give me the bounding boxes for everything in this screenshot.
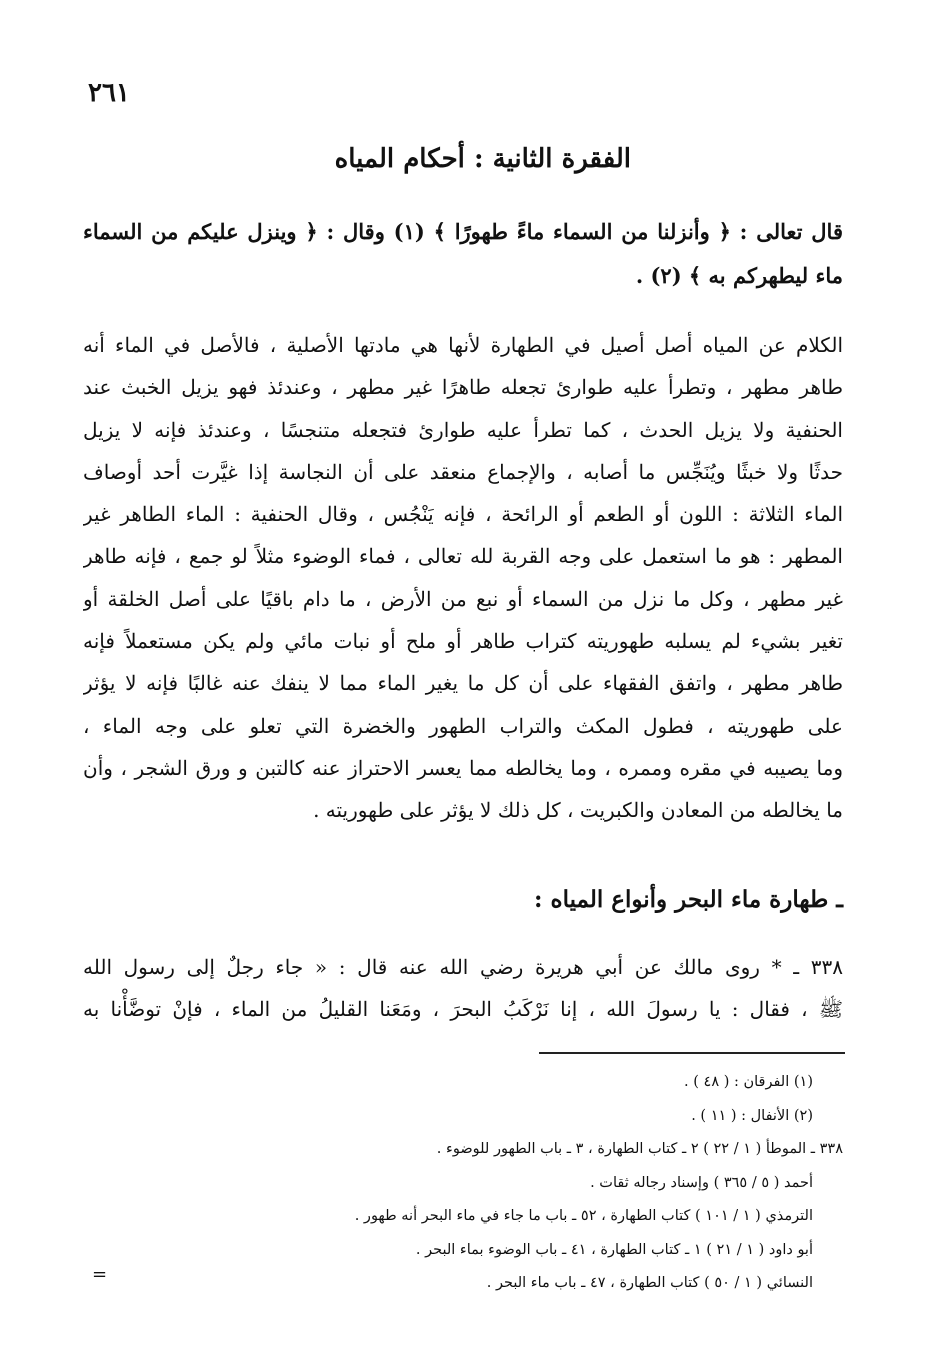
paragraph-line: غير مطهر ، وكل ما نزل من السماء أو نبع من الأرض ، ما دام باقيًا على أصل الخلقة أو: [83, 586, 843, 611]
main-paragraph: [83, 324, 843, 832]
paragraph-line: وما يصيبه في مقره وممره ، وما يخالطه مما يعسر الاحتراز عنه كالتبن و ورق الشجر ، وأن: [83, 755, 843, 780]
paragraph-line: تغير بشيء لم يسلبه طهوريته كتراب طاهر أو ملح أو نبات مائي ولم يكن مستعملاً فإنه: [83, 629, 843, 654]
footnote: (٢) الأنفال : ( ١١ ) .: [691, 1107, 813, 1124]
paragraph-line: على طهوريته ، فطول المكث والتراب الطهور والخضرة التي تعلو على وجه الماء ،: [83, 713, 843, 738]
hadith-paragraph: [83, 946, 843, 1031]
page-number: ٢٦١: [88, 78, 130, 108]
footnote: ٣٣٨ ـ الموطأ ( ١ / ٢٢ ) ٢ ـ كتاب الطهارة ، ٣ ـ باب الطهور للوضوء .: [436, 1141, 843, 1157]
hadith-line: ﷺ ، فقال : يا رسولَ الله ، إنا نَرْكَبُ البحرَ ، ومَعَنا القليلُ من الماء ، فإنْ توضَّأْنا به: [83, 997, 843, 1022]
paragraph-line: الماء الثلاثة : اللون أو الطعم أو الرائحة ، فإنه يَنْجُس ، وقال الحنفية : الماء الطاهر غير: [83, 502, 843, 527]
paragraph-line: طاهر مطهر ، وتطرأ عليه طوارئ تجعله طاهرًا غير مطهر ، وعندئذ فهو يزيل الخبث عند: [83, 375, 843, 400]
hadith-line: ٣٣٨ ـ * روى مالك عن أبي هريرة رضي الله عنه قال : « جاء رجلٌ إلى رسول الله: [83, 955, 843, 979]
continuation-mark: =: [92, 1264, 108, 1285]
footnote: النسائي ( ١ / ٥٠ ) كتاب الطهارة ، ٤٧ ـ باب ماء البحر .: [486, 1275, 813, 1291]
section-title: الفقرة الثانية : أحكام المياه: [334, 144, 631, 174]
quranic-verses: [83, 210, 843, 298]
verse-line: قال تعالى : ﴿ وأنزلنا من السماء ماءً طهورًا ﴾ (١) وقال : ﴿ وينزل عليكم من السماء: [83, 219, 843, 244]
paragraph-line: الحنفية ولا يزيل الحدث ، كما تطرأ عليه طوارئ فتجعله متنجسًا ، وعندئذ فإنه لا يزيل: [83, 417, 843, 442]
subheading: ـ طهارة ماء البحر وأنواع المياه :: [534, 886, 843, 913]
footnote: الترمذي ( ١ / ١٠١ ) كتاب الطهارة ، ٥٢ ـ باب ما جاء في ماء البحر أنه طهور .: [354, 1208, 813, 1224]
verse-line: ماء ليطهركم به ﴾ (٢) .: [635, 263, 843, 288]
footnote: (١) الفرقان : ( ٤٨ ) .: [684, 1074, 813, 1090]
footnote: أبو داود ( ١ / ٢١ ) ١ ـ كتاب الطهارة ، ٤١ ـ باب الوضوء بماء البحر .: [415, 1241, 813, 1258]
footnotes: [83, 1066, 843, 1301]
paragraph-line: المطهر : هو ما استعمل على وجه القربة لله تعالى ، فماء الوضوء مثلاً لو جمع ، فإنه طاهر: [83, 544, 843, 569]
paragraph-line: الكلام عن المياه أصل أصيل في الطهارة لأنها هي مادتها الأصلية ، فالأصل في الماء أنه: [83, 333, 843, 357]
footnote: أحمد ( ٥ / ٣٦٥ ) وإسناد رجاله ثقات .: [590, 1174, 813, 1191]
paragraph-line: حدثًا ولا خبثًا ويُنَجِّس ما أصابه ، والإجماع منعقد على أن النجاسة إذا غيَّرت أحد أوصاف: [83, 459, 843, 484]
footnote-separator: [539, 1052, 845, 1054]
paragraph-line: ما يخالطه من المعادن والكبريت ، كل ذلك لا يؤثر على طهوريته .: [313, 798, 843, 823]
paragraph-line: طاهر مطهر ، واتفق الفقهاء على أن كل ما يغير الماء مما لا ينفك عنه غالبًا فإنه لا يؤثر: [83, 671, 843, 696]
